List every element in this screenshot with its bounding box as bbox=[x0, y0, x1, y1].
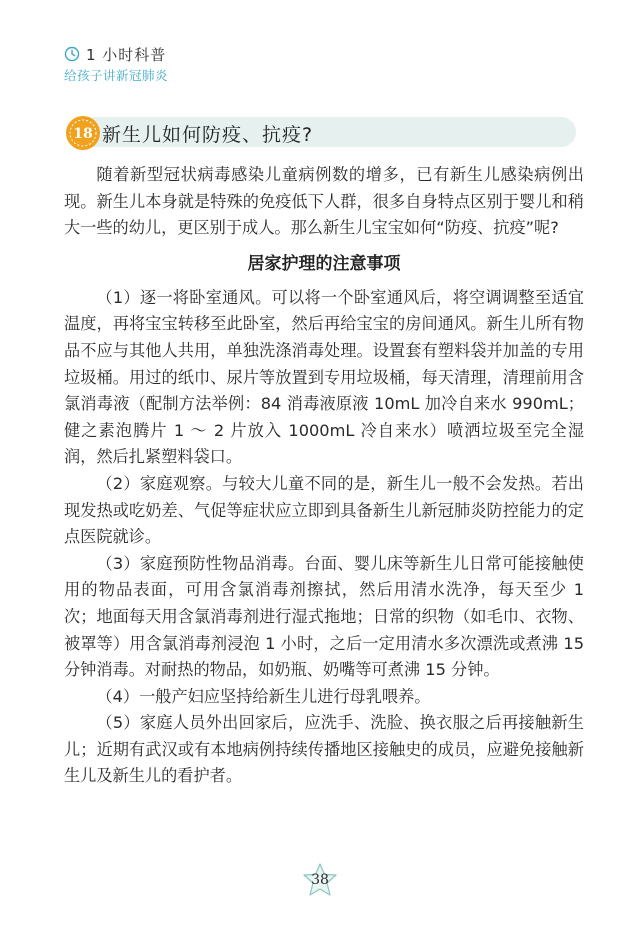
list-item: （2）家庭观察。与较大儿童不同的是，新生儿一般不会发热。若出现发热或吃奶差、气促等症状应立即到具备新生儿新冠肺炎防控能力的定点医院就诊。 bbox=[64, 473, 584, 547]
list-item: （4）一般产妇应坚持给新生儿进行母乳喂养。 bbox=[96, 686, 431, 706]
clock-icon bbox=[64, 46, 80, 62]
section-heading: 居家护理的注意事项 bbox=[247, 253, 401, 274]
intro-paragraph: 随着新型冠状病毒感染儿童病例数的增多，已有新生儿感染病例出现。新生儿本身就是特殊的免疫低下人群，很多自身特点区别于婴儿和稍大一些的幼儿，更区别于成人。那么新生儿宝宝如何“防疫、抗疫”呢? bbox=[64, 165, 584, 238]
book-title: 1 小时科普 bbox=[86, 45, 167, 64]
list-item: （3）家庭预防性物品消毒。台面、婴儿床等新生儿日常可能接触使用的物品表面，可用含氯消毒剂擦拭，然后用清水洗净，每天至少 1 次；地面每天用含氯消毒剂进行湿式拖地；日常的织物（如毛巾、衣物、被罩等）用含氯消毒剂浸泡 1 小时，之后一定用清水多次漂洗或煮沸 15 分钟消毒。对耐热的物品，如奶瓶、奶嘴等可煮沸 15 分钟。 bbox=[64, 553, 584, 680]
list-item: （1）逐一将卧室通风。可以将一个卧室通风后，将空调调整至适宜温度，再将宝宝转移至此卧室，然后再给宝宝的房间通风。新生儿所有物品不应与其他人共用，单独洗涤消毒处理。设置套有塑料袋并加盖的专用垃圾桶。用过的纸巾、尿片等放置到专用垃圾桶，每天清理，清理前用含氯消毒液（配制方法举例：84 消毒液原液 10mL 加冷自来水 990mL；健之素泡腾片 1 ～ 2 片放入 1000mL 冷自来水）喷洒垃圾至完全湿润，然后扎紧塑料袋口。 bbox=[64, 287, 584, 467]
book-subtitle: 给孩子讲新冠肺炎 bbox=[64, 68, 169, 83]
running-header bbox=[64, 44, 168, 84]
article-body bbox=[64, 162, 584, 790]
question-number-badge bbox=[62, 112, 104, 154]
page-number: 38 bbox=[311, 872, 329, 888]
question-title: 新生儿如何防疫、抗疫? bbox=[102, 124, 314, 146]
list-item: （5）家庭人员外出回家后，应洗手、洗脸、换衣服之后再接触新生儿；近期有武汉或有本地病例持续传播地区接触史的成员，应避免接触新生儿及新生儿的看护者。 bbox=[64, 713, 584, 786]
question-number: 18 bbox=[73, 126, 93, 142]
brand-row bbox=[64, 44, 168, 64]
